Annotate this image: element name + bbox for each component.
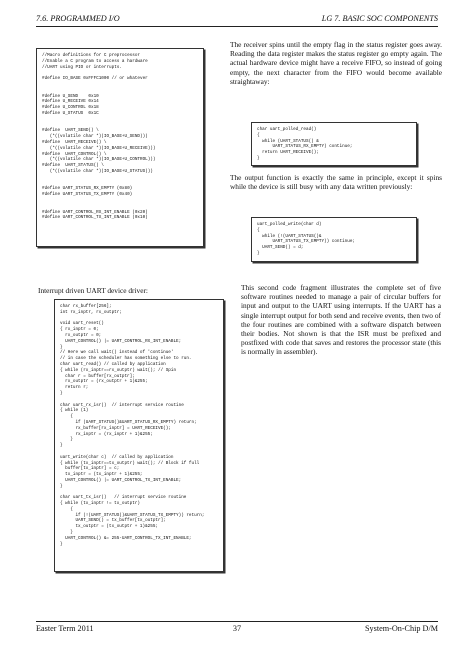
- code-box-polled-read: char uart_polled_read() { while (UART_STATUS() & UART_STATUS_RX_EMPTY) continue; return UART_RECEIVE(); }: [251, 122, 417, 166]
- code-box-macro-definitions: //Macro definitions for C preprocessor //Enable a C program to access a hardware //UART using PIO or interrupts. #define IO_BASE 0xFFFC1000 // or whatever #define U_SEND 0x10 #define U_RECEIVE 0x14 #define U_CONTROL 0x18 #define U_STATUS 0x1C #define UART_SEND() \ (*((volatile char *)(IO_BASE+U_SEND))) #define UART_RECEIVE() \ (*((volatile char *)(IO_BASE+U_RECEIVE))) #define UART_CONTROL() \ (*((volatile char *)(IO_BASE+U_CONTROL))) #define UART_STATUS() \ (*((volatile char *)(IO_BASE+U_STATUS))) #define UART_STATUS_RX_EMPTY (0x80) #define UART_STATUS_TX_EMPTY (0x40) #define UART_CONTROL_RX_INT_ENABLE (0x20) #define UART_CONTROL_TX_INT_ENABLE (0x10): [36, 48, 204, 247]
- footer-course: System-On-Chip D/M: [364, 624, 438, 633]
- running-footer: [36, 621, 438, 634]
- caption-interrupt-driver: Interrupt driven UART device driver:: [38, 286, 148, 295]
- header-chapter-title: LG 7. BASIC SOC COMPONENTS: [321, 14, 438, 23]
- page-number: 37: [232, 624, 242, 633]
- code-box-polled-write: uart_polled_write(char d) { while (!(UART_STATUS()& UART_STATUS_TX_EMPTY)) continue; UART_SEND() = d; }: [251, 217, 417, 262]
- footer-term: Easter Term 2011: [36, 624, 94, 633]
- running-header: [36, 14, 438, 27]
- paragraph-receiver-spin: The receiver spins until the empty flag in the status register goes away. Reading the data register makes the status register go empty again. The actual hardware device might have a receive FIFO, so instead of going empty, the next character from the FIFO would become available straightaway:: [230, 40, 442, 86]
- code-box-interrupt-driver: char rx_buffer[256]; int rx_inptr, rx_outptr; void uart_reset() { rx_inptr = 0; rx_outptr = 0; UART_CONTROL() |= UART_CONTROL_RX_INT_ENABLE; } // Here we call wait() instead of 'continue' // in case the scheduler has something else to run. char uart_read() // called by application { while (rx_inptr==rx_outptr) wait(); // Spin char r = buffer[rx_outptr]; rx_outptr = (rx_outptr + 1)&255; return r; } char uart_rx_isr() // interrupt service routine { while (1) { if (UART_STATUS()&UART_STATUS_RX_EMPTY) return; rx_buffer[rx_inptr] = UART_RECEIVE(); rx_inptr = (rx_inptr + 1)&255; } } uart_write(char c) // called by application { while (tx_inptr==tx_outptr) wait(); // Block if full buffer[tx_inptr] = c; tx_inptr = (tx_inptr + 1)&255; UART_CONTROL() |= UART_CONTROL_TX_INT_ENABLE; } char uart_tx_isr() // interrupt service routine { while (tx_inptr != tx_outptr) { if (!(UART_STATUS()&UART_STATUS_TX_EMPTY)) return; UART_SEND() = tx_buffer[tx_outptr]; tx_outptr = (tx_outptr + 1)&255; } UART_CONTROL() &= 255-UART_CONTROL_TX_INT_ENABLE; }: [54, 299, 224, 572]
- paragraph-output-function: The output function is exactly the same in principle, except it spins while the device is still busy with any data written previously:: [230, 173, 442, 192]
- header-section-title: 7.6. PROGRAMMED I/O: [36, 14, 120, 23]
- paragraph-second-fragment: This second code fragment illustrates the complete set of five software routines needed to manage a pair of circular buffers for input and output to the UART using interrupts. If the UART has a single interrupt output for both send and receive events, then two of the four routines are combined with a software dispatch between their bodies. Not shown is that the ISR must be prefixed and postfixed with code that saves and restores the processor state (this is normally in assembler).: [241, 283, 441, 357]
